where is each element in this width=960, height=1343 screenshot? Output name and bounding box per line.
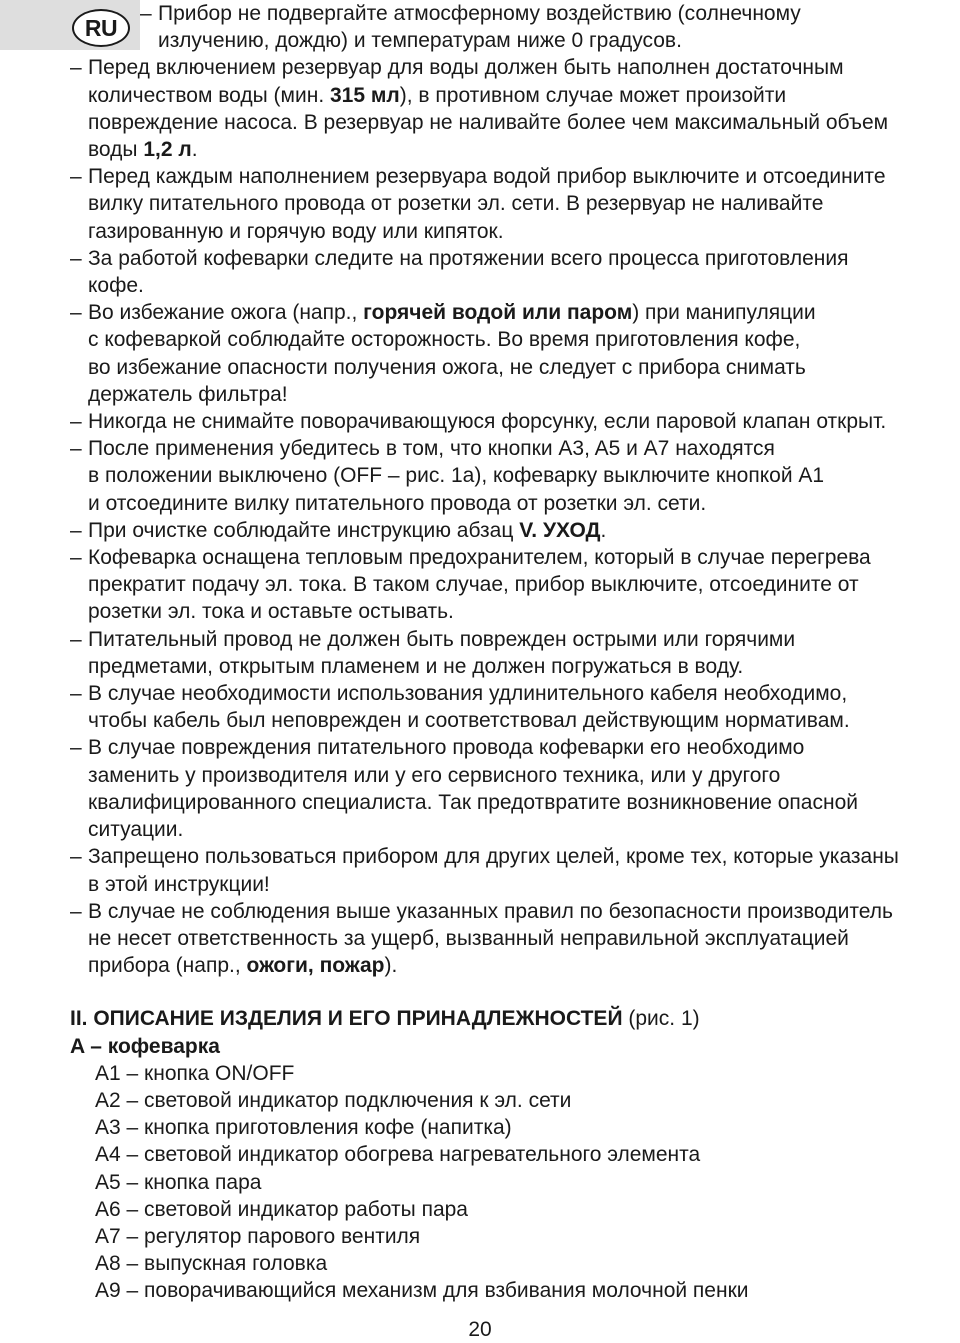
safety-item	[70, 408, 960, 435]
part-item: A1 – кнопка ON/OFF	[95, 1061, 295, 1085]
part-item: A4 – световой индикатор обогрева нагревательного элемента	[95, 1143, 701, 1167]
part-item: A8 – выпускная головка	[95, 1252, 328, 1276]
item-text: Перед каждым наполнением резервуара водой прибор выключите и отсоедините вилку питательного провода от розетки эл. сети. В резервуар не наливайте газированную и горячую воду или кипяток.	[88, 165, 886, 243]
safety-item	[70, 626, 960, 680]
section-heading-title: II. ОПИСАНИЕ ИЗДЕЛИЯ И ЕГО ПРИНАДЛЕЖНОСТЕЙ	[70, 1007, 623, 1031]
item-text: Питательный провод не должен быть поврежден острыми или горячими предметами, открытым пламенем и не должен погружаться в воду.	[88, 627, 796, 678]
safety-item	[70, 843, 960, 897]
part-item: A9 – поворачивающийся механизм для взбивания молочной пенки	[95, 1279, 749, 1303]
item-text: Прибор не подвергайте атмосферному воздействию (солнечному излучению, дождю) и температурам ниже 0 градусов.	[158, 2, 801, 53]
item-text: В случае повреждения питательного провода кофеварки его необходимо заменить у производителя или у его сервисного техника, или у другого квалифицированного специалиста. Так предотвратите возникновение опасной ситуации.	[88, 736, 858, 842]
part-item: A3 – кнопка приготовления кофе (напитка)	[95, 1116, 512, 1140]
item-text: После применения убедитесь в том, что кнопки A3, A5 и A7 находятся в положении выключено (OFF – рис. 1a), кофеварку выключите кнопкой A1 и отсоедините вилку питательного провода от розетки эл. сети.	[88, 437, 825, 515]
safety-item	[70, 898, 960, 980]
emphasis-text: горячей водой или паром	[363, 301, 633, 325]
item-text: Во избежание ожога (напр.,	[88, 301, 364, 325]
part-item: A5 – кнопка пара	[95, 1170, 262, 1194]
item-text: Кофеварка оснащена тепловым предохранителем, который в случае перегрева прекратит подачу эл. тока. В таком случае, прибор выключите, отсоедините от розетки эл. тока и оставьте остывать.	[88, 546, 871, 624]
page-number: 20	[468, 1318, 492, 1341]
item-text: Запрещено пользоваться прибором для других целей, кроме тех, которые указаны в этой инструкции!	[88, 845, 899, 896]
emphasis-text: ожоги, пожар	[246, 954, 385, 978]
safety-item	[70, 54, 960, 163]
section-gap	[70, 979, 960, 1005]
item-text: .	[600, 518, 607, 542]
section-heading-ref: (рис. 1)	[622, 1007, 700, 1031]
item-text: В случае необходимости использования удлинительного кабеля необходимо, чтобы кабель был неповрежден и соответствовал действующим нормативам.	[88, 682, 850, 733]
item-text: ).	[384, 954, 398, 978]
item-text: За работой кофеварки следите на протяжении всего процесса приготовления кофе.	[88, 246, 849, 298]
safety-item	[70, 245, 960, 299]
part-item: A2 – световой индикатор подключения к эл. сети	[95, 1088, 572, 1112]
item-text: Никогда не снимайте поворачивающуюся форсунку, если паровой клапан открыт.	[88, 410, 887, 434]
emphasis-text: V. УХОД	[519, 518, 601, 542]
emphasis-text: 1,2 л	[143, 138, 192, 162]
item-text: При очистке соблюдайте инструкцию абзац	[88, 518, 520, 542]
item-text: .	[191, 138, 198, 162]
language-badge: RU	[72, 9, 130, 47]
parts-list	[70, 1060, 960, 1305]
safety-item	[70, 163, 960, 245]
safety-item	[70, 299, 960, 408]
safety-item	[140, 0, 960, 54]
section-heading	[70, 1005, 960, 1032]
item-text: ), в противном случае может произойти повреждение насоса. В резервуар не наливайте более чем максимальный объем воды	[88, 83, 889, 162]
emphasis-text: 315 мл	[329, 83, 400, 107]
safety-item	[70, 544, 960, 626]
page-content	[70, 0, 960, 1305]
safety-item	[70, 680, 960, 734]
item-text: В случае не соблюдения выше указанных правил по безопасности производитель не несет ответственность за ущерб, вызванный неправильной эксплуатацией прибора (напр.,	[88, 899, 893, 978]
part-item: A6 – световой индикатор работы пара	[95, 1197, 468, 1221]
item-text: ) при манипуляции с кофеваркой соблюдайте осторожность. Во время приготовления кофе, во избежание опасности получения ожога, не следует с прибора снимать держатель фильтра!	[88, 301, 816, 406]
safety-item	[70, 517, 960, 544]
item-text: Перед включением резервуар для воды должен быть наполнен достаточным количеством воды (мин.	[88, 56, 844, 107]
safety-instructions-list	[70, 0, 960, 979]
safety-item	[70, 435, 960, 517]
part-item: A7 – регулятор парового вентиля	[95, 1224, 421, 1248]
safety-item	[70, 734, 960, 843]
section-subheading: A – кофеварка	[70, 1034, 220, 1058]
